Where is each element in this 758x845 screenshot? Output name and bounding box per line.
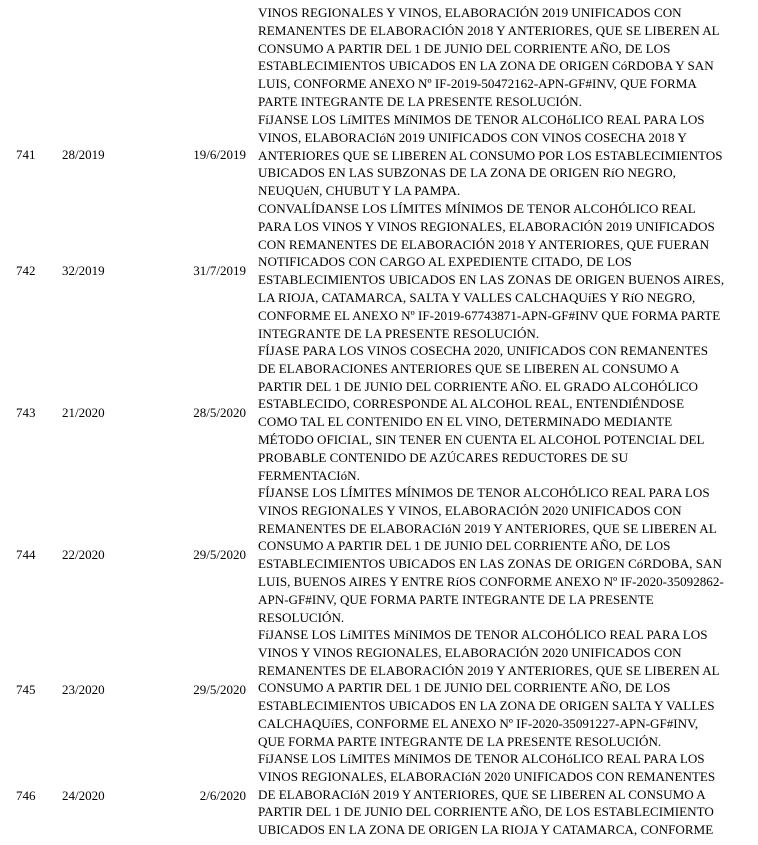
row-number: 742	[16, 263, 36, 278]
resolution-description: CONVALÍDANSE LOS LÍMITES MÍNIMOS DE TENOR ALCOHÓLICO REAL PARA LOS VINOS Y VINOS REGIONALES, ELABORACIÓN 2019 UNIFICADOS CON REMANENTES DE ELABORACIÓN 2018 Y ANTERIORES, QUE FUERAN NOTIFICADOS CON CARGO AL EXPEDIENTE CITADO, DE LOS ESTABLECIMIENTOS UBICADOS EN LAS ZONAS DE ORIGEN BUENOS AIRES, LA RIOJA, CATAMARCA, SALTA Y VALLES CALCHAQUíES Y RíO NEGRO, CONFORME EL ANEXO Nº IF-2019-67743871-APN-GF#INV QUE FORMA PARTE INTEGRANTE DE LA PRESENTE RESOLUCIÓN.	[258, 201, 725, 341]
resolution-description: FÍJASE PARA LOS VINOS COSECHA 2020, UNIFICADOS CON REMANENTES DE ELABORACIONES ANTERIORES QUE SE LIBEREN AL CONSUMO A PARTIR DEL 1 DE JUNIO DEL CORRIENTE AÑO. EL GRADO ALCOHÓLICO ESTABLECIDO, CORRESPONDE AL ALCOHOL REAL, ENTENDIÉNDOSE COMO TAL EL CONTENIDO EN EL VINO, DETERMINADO MEDIANTE MÉTODO OFICIAL, SIN TENER EN CUENTA EL ALCOHOL POTENCIAL DEL PROBABLE CONTENIDO DE AZÚCARES REDUCTORES DE SU FERMENTACIóN.	[258, 343, 708, 483]
resolution-number: 32/2019	[62, 263, 105, 278]
resolution-date: 31/7/2019	[193, 263, 246, 278]
row-number: 744	[16, 547, 36, 562]
resolution-date: 2/6/2020	[199, 788, 246, 803]
resolution-description: FíJANSE LOS LíMITES MíNIMOS DE TENOR ALCOHóLICO REAL PARA LOS VINOS, ELABORACIóN 2019 UNIFICADOS CON VINOS COSECHA 2018 Y ANTERIORES QUE SE LIBEREN AL CONSUMO POR LOS ESTABLECIMIENTOS UBICADOS EN LAS SUBZONAS DE LA ZONA DE ORIGEN RíO NEGRO, NEUQUéN, CHUBUT Y LA PAMPA.	[258, 112, 723, 199]
resolution-number: 28/2019	[62, 147, 105, 162]
resolution-number: 22/2020	[62, 547, 105, 562]
resolution-number: 21/2020	[62, 405, 105, 420]
resolution-date: 29/5/2020	[193, 547, 246, 562]
row-number: 743	[16, 405, 36, 420]
resolution-description: FíJANSE LOS LíMITES MíNIMOS DE TENOR ALCOHóLICO REAL PARA LOS VINOS REGIONALES, ELABORACIóN 2020 UNIFICADOS CON REMANENTES DE ELABORACIóN 2019 Y ANTERIORES, QUE SE LIBEREN AL CONSUMO A PARTIR DEL 1 DE JUNIO DEL CORRIENTE AÑO, DE LOS ESTABLECIMIENTO UBICADOS EN LA ZONA DE ORIGEN LA RIOJA Y CATAMARCA, CONFORME	[258, 751, 716, 838]
resolution-date: 28/5/2020	[193, 405, 246, 420]
row-number: 741	[16, 147, 36, 162]
resolution-number: 24/2020	[62, 788, 105, 803]
resolution-description: VINOS REGIONALES Y VINOS, ELABORACIÓN 2019 UNIFICADOS CON REMANENTES DE ELABORACIÓN 2018 Y ANTERIORES, QUE SE LIBEREN AL CONSUMO A PARTIR DEL 1 DE JUNIO DEL CORRIENTE AÑO, DE LOS ESTABLECIMIENTOS UBICADOS EN LA ZONA DE ORIGEN CóRDOBA Y SAN LUIS, CONFORME ANEXO Nº IF-2019-50472162-APN-GF#INV, QUE FORMA PARTE INTEGRANTE DE LA PRESENTE RESOLUCIÓN.	[258, 5, 720, 109]
resolution-date: 19/6/2019	[193, 147, 246, 162]
row-number: 746	[16, 788, 36, 803]
resolution-description: FíJANSE LOS LíMITES MíNIMOS DE TENOR ALCOHÓLICO REAL PARA LOS VINOS Y VINOS REGIONALES, ELABORACIÓN 2020 UNIFICADOS CON REMANENTES DE ELABORACIÓN 2019 Y ANTERIORES, QUE SE LIBEREN AL CONSUMO A PARTIR DEL 1 DE JUNIO DEL CORRIENTE AÑO, DE LOS ESTABLECIMIENTOS UBICADOS EN LA ZONA DE ORIGEN SALTA Y VALLES CALCHAQUíES, CONFORME EL ANEXO Nº IF-2020-35091227-APN-GF#INV, QUE FORMA PARTE INTEGRANTE DE LA PRESENTE RESOLUCIÓN.	[258, 627, 720, 749]
resolution-date: 29/5/2020	[193, 682, 246, 697]
resolution-number: 23/2020	[62, 682, 105, 697]
resolution-description: FÍJANSE LOS LÍMITES MÍNIMOS DE TENOR ALCOHÓLICO REAL PARA LOS VINOS REGIONALES Y VINOS, ELABORACIÓN 2020 UNIFICADOS CON REMANENTES DE ELABORACIóN 2019 Y ANTERIORES, QUE SE LIBEREN AL CONSUMO A PARTIR DEL 1 DE JUNIO DEL CORRIENTE AÑO, DE LOS ESTABLECIMIENTOS UBICADOS EN LAS ZONAS DE ORIGEN CóRDOBA, SAN LUIS, BUENOS AIRES Y ENTRE RíOS CONFORME ANEXO Nº IF-2020-35092862- APN-GF#INV, QUE FORMA PARTE INTEGRANTE DE LA PRESENTE RESOLUCIÓN.	[258, 485, 724, 625]
row-number: 745	[16, 682, 36, 697]
